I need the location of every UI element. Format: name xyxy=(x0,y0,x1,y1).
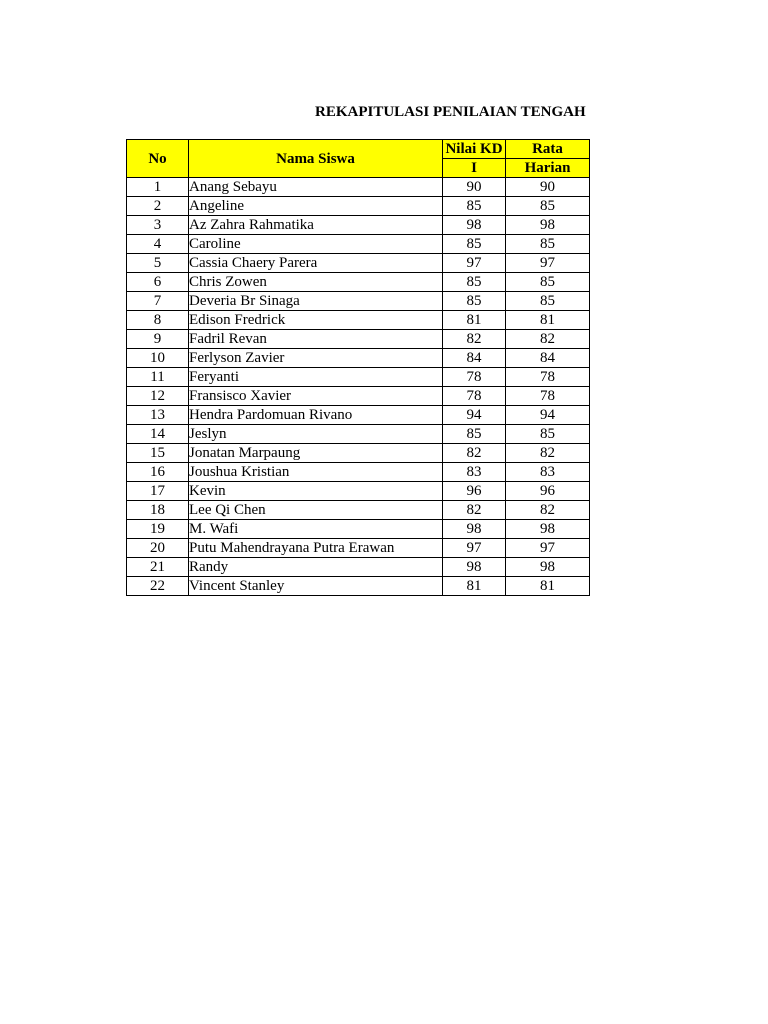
cell-nilai-kd: 78 xyxy=(443,368,506,387)
cell-rata-harian: 96 xyxy=(506,482,590,501)
table-row xyxy=(127,216,590,235)
table-row xyxy=(127,311,590,330)
cell-rata-harian: 97 xyxy=(506,539,590,558)
table-row xyxy=(127,368,590,387)
grades-table xyxy=(126,139,590,596)
cell-nilai-kd: 83 xyxy=(443,463,506,482)
header-rata-line1: Rata xyxy=(506,140,590,159)
cell-no: 19 xyxy=(127,520,189,539)
table-row xyxy=(127,425,590,444)
cell-rata-harian: 84 xyxy=(506,349,590,368)
cell-no: 18 xyxy=(127,501,189,520)
cell-nilai-kd: 85 xyxy=(443,292,506,311)
cell-no: 10 xyxy=(127,349,189,368)
cell-nilai-kd: 85 xyxy=(443,425,506,444)
table-row xyxy=(127,539,590,558)
cell-nilai-kd: 94 xyxy=(443,406,506,425)
cell-name: Fadril Revan xyxy=(189,330,443,349)
cell-no: 8 xyxy=(127,311,189,330)
table-row xyxy=(127,292,590,311)
cell-nilai-kd: 85 xyxy=(443,235,506,254)
table-row xyxy=(127,387,590,406)
header-kd-line1: Nilai KD xyxy=(443,140,506,159)
cell-rata-harian: 85 xyxy=(506,235,590,254)
table-row xyxy=(127,330,590,349)
cell-no: 5 xyxy=(127,254,189,273)
cell-nilai-kd: 82 xyxy=(443,330,506,349)
header-kd-line2: I xyxy=(443,159,506,178)
table-row xyxy=(127,197,590,216)
cell-name: Chris Zowen xyxy=(189,273,443,292)
cell-no: 22 xyxy=(127,577,189,596)
cell-no: 20 xyxy=(127,539,189,558)
cell-nilai-kd: 98 xyxy=(443,558,506,577)
cell-name: Jonatan Marpaung xyxy=(189,444,443,463)
table-row xyxy=(127,235,590,254)
cell-name: Putu Mahendrayana Putra Erawan xyxy=(189,539,443,558)
cell-name: Kevin xyxy=(189,482,443,501)
cell-name: Anang Sebayu xyxy=(189,178,443,197)
table-row xyxy=(127,444,590,463)
cell-rata-harian: 94 xyxy=(506,406,590,425)
cell-rata-harian: 83 xyxy=(506,463,590,482)
cell-name: Cassia Chaery Parera xyxy=(189,254,443,273)
cell-nilai-kd: 85 xyxy=(443,273,506,292)
cell-rata-harian: 97 xyxy=(506,254,590,273)
header-name: Nama Siswa xyxy=(189,140,443,178)
cell-name: Angeline xyxy=(189,197,443,216)
cell-nilai-kd: 97 xyxy=(443,254,506,273)
table-row xyxy=(127,463,590,482)
cell-no: 16 xyxy=(127,463,189,482)
table-row xyxy=(127,406,590,425)
cell-name: Jeslyn xyxy=(189,425,443,444)
cell-rata-harian: 82 xyxy=(506,501,590,520)
table-body xyxy=(127,178,590,596)
page-title: REKAPITULASI PENILAIAN TENGAH xyxy=(315,104,586,120)
table-row xyxy=(127,273,590,292)
cell-nilai-kd: 85 xyxy=(443,197,506,216)
cell-no: 11 xyxy=(127,368,189,387)
table-header xyxy=(127,140,590,178)
cell-rata-harian: 85 xyxy=(506,273,590,292)
cell-rata-harian: 81 xyxy=(506,577,590,596)
table-row xyxy=(127,577,590,596)
header-row-1 xyxy=(127,140,590,159)
cell-name: Randy xyxy=(189,558,443,577)
cell-rata-harian: 85 xyxy=(506,292,590,311)
cell-no: 4 xyxy=(127,235,189,254)
cell-no: 3 xyxy=(127,216,189,235)
table-row xyxy=(127,254,590,273)
cell-name: Az Zahra Rahmatika xyxy=(189,216,443,235)
table-row xyxy=(127,178,590,197)
table-row xyxy=(127,558,590,577)
cell-name: Edison Fredrick xyxy=(189,311,443,330)
table-row xyxy=(127,501,590,520)
cell-name: Deveria Br Sinaga xyxy=(189,292,443,311)
cell-no: 7 xyxy=(127,292,189,311)
cell-nilai-kd: 78 xyxy=(443,387,506,406)
cell-no: 6 xyxy=(127,273,189,292)
cell-nilai-kd: 81 xyxy=(443,577,506,596)
cell-rata-harian: 85 xyxy=(506,197,590,216)
table-row xyxy=(127,349,590,368)
cell-nilai-kd: 82 xyxy=(443,444,506,463)
cell-name: M. Wafi xyxy=(189,520,443,539)
cell-name: Ferlyson Zavier xyxy=(189,349,443,368)
cell-name: Joushua Kristian xyxy=(189,463,443,482)
cell-rata-harian: 78 xyxy=(506,387,590,406)
cell-rata-harian: 98 xyxy=(506,520,590,539)
cell-nilai-kd: 90 xyxy=(443,178,506,197)
cell-name: Feryanti xyxy=(189,368,443,387)
cell-name: Fransisco Xavier xyxy=(189,387,443,406)
header-rata-line2: Harian xyxy=(506,159,590,178)
title-container xyxy=(300,102,590,122)
cell-rata-harian: 98 xyxy=(506,558,590,577)
cell-rata-harian: 82 xyxy=(506,444,590,463)
table-row xyxy=(127,482,590,501)
cell-name: Vincent Stanley xyxy=(189,577,443,596)
cell-no: 1 xyxy=(127,178,189,197)
cell-no: 2 xyxy=(127,197,189,216)
cell-nilai-kd: 97 xyxy=(443,539,506,558)
cell-no: 17 xyxy=(127,482,189,501)
cell-rata-harian: 82 xyxy=(506,330,590,349)
cell-no: 21 xyxy=(127,558,189,577)
cell-no: 12 xyxy=(127,387,189,406)
table-row xyxy=(127,520,590,539)
cell-rata-harian: 85 xyxy=(506,425,590,444)
cell-nilai-kd: 81 xyxy=(443,311,506,330)
cell-no: 9 xyxy=(127,330,189,349)
cell-rata-harian: 90 xyxy=(506,178,590,197)
cell-name: Caroline xyxy=(189,235,443,254)
cell-nilai-kd: 84 xyxy=(443,349,506,368)
cell-name: Lee Qi Chen xyxy=(189,501,443,520)
cell-nilai-kd: 82 xyxy=(443,501,506,520)
header-no: No xyxy=(127,140,189,178)
cell-nilai-kd: 98 xyxy=(443,520,506,539)
cell-name: Hendra Pardomuan Rivano xyxy=(189,406,443,425)
cell-no: 14 xyxy=(127,425,189,444)
cell-rata-harian: 81 xyxy=(506,311,590,330)
cell-nilai-kd: 96 xyxy=(443,482,506,501)
cell-no: 13 xyxy=(127,406,189,425)
cell-rata-harian: 98 xyxy=(506,216,590,235)
cell-rata-harian: 78 xyxy=(506,368,590,387)
cell-no: 15 xyxy=(127,444,189,463)
cell-nilai-kd: 98 xyxy=(443,216,506,235)
